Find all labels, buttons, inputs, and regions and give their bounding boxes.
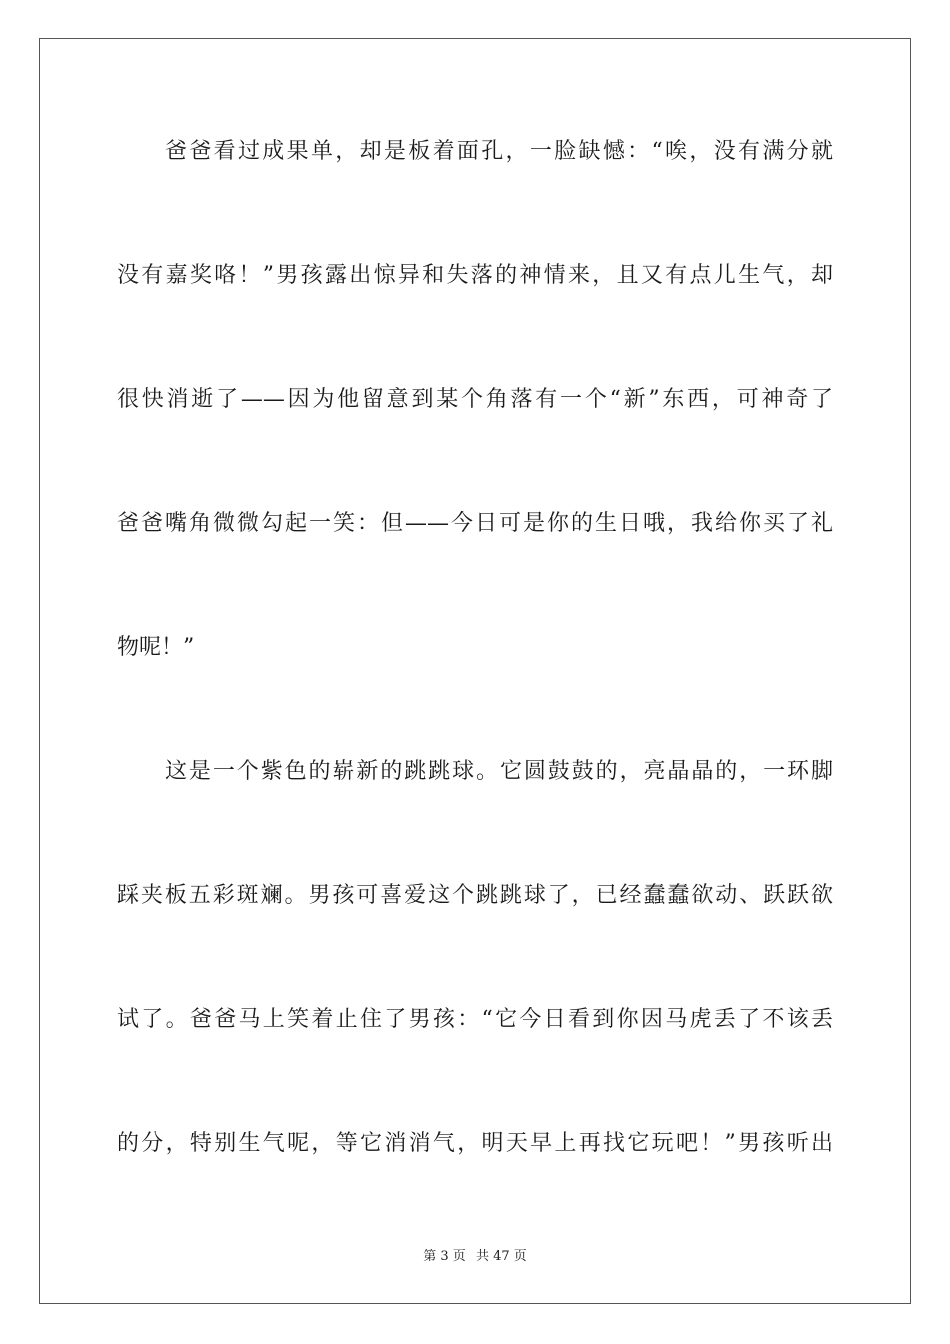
text-line: 没有嘉奖咯！”男孩露出惊异和失落的神情来，且又有点儿生气，却 <box>117 263 833 288</box>
text-line: 试了。爸爸马上笑着止住了男孩：“它今日看到你因马虎丢了不该丢 <box>117 1007 833 1032</box>
text-line: 很快消逝了——因为他留意到某个角落有一个“新”东西，可神奇了 <box>117 387 833 412</box>
text-line: 爸爸看过成果单，却是板着面孔，一脸缺憾：“唉，没有满分就 <box>165 139 833 164</box>
page-border <box>39 38 911 1304</box>
text-line: 踩夹板五彩斑斓。男孩可喜爱这个跳跳球了，已经蠢蠢欲动、跃跃欲 <box>117 883 833 908</box>
text-line: 爸爸嘴角微微勾起一笑：但——今日可是你的生日哦，我给你买了礼 <box>117 511 833 536</box>
total-pages: 共 47 页 <box>475 1249 527 1264</box>
text-line: 物呢！” <box>117 635 195 660</box>
page-number: 第 3 页 <box>423 1249 466 1264</box>
text-line: 这是一个紫色的崭新的跳跳球。它圆鼓鼓的，亮晶晶的，一环脚 <box>165 759 833 784</box>
page-footer <box>0 1248 950 1266</box>
text-line: 的分，特别生气呢，等它消消气，明天早上再找它玩吧！”男孩听出 <box>117 1131 833 1156</box>
